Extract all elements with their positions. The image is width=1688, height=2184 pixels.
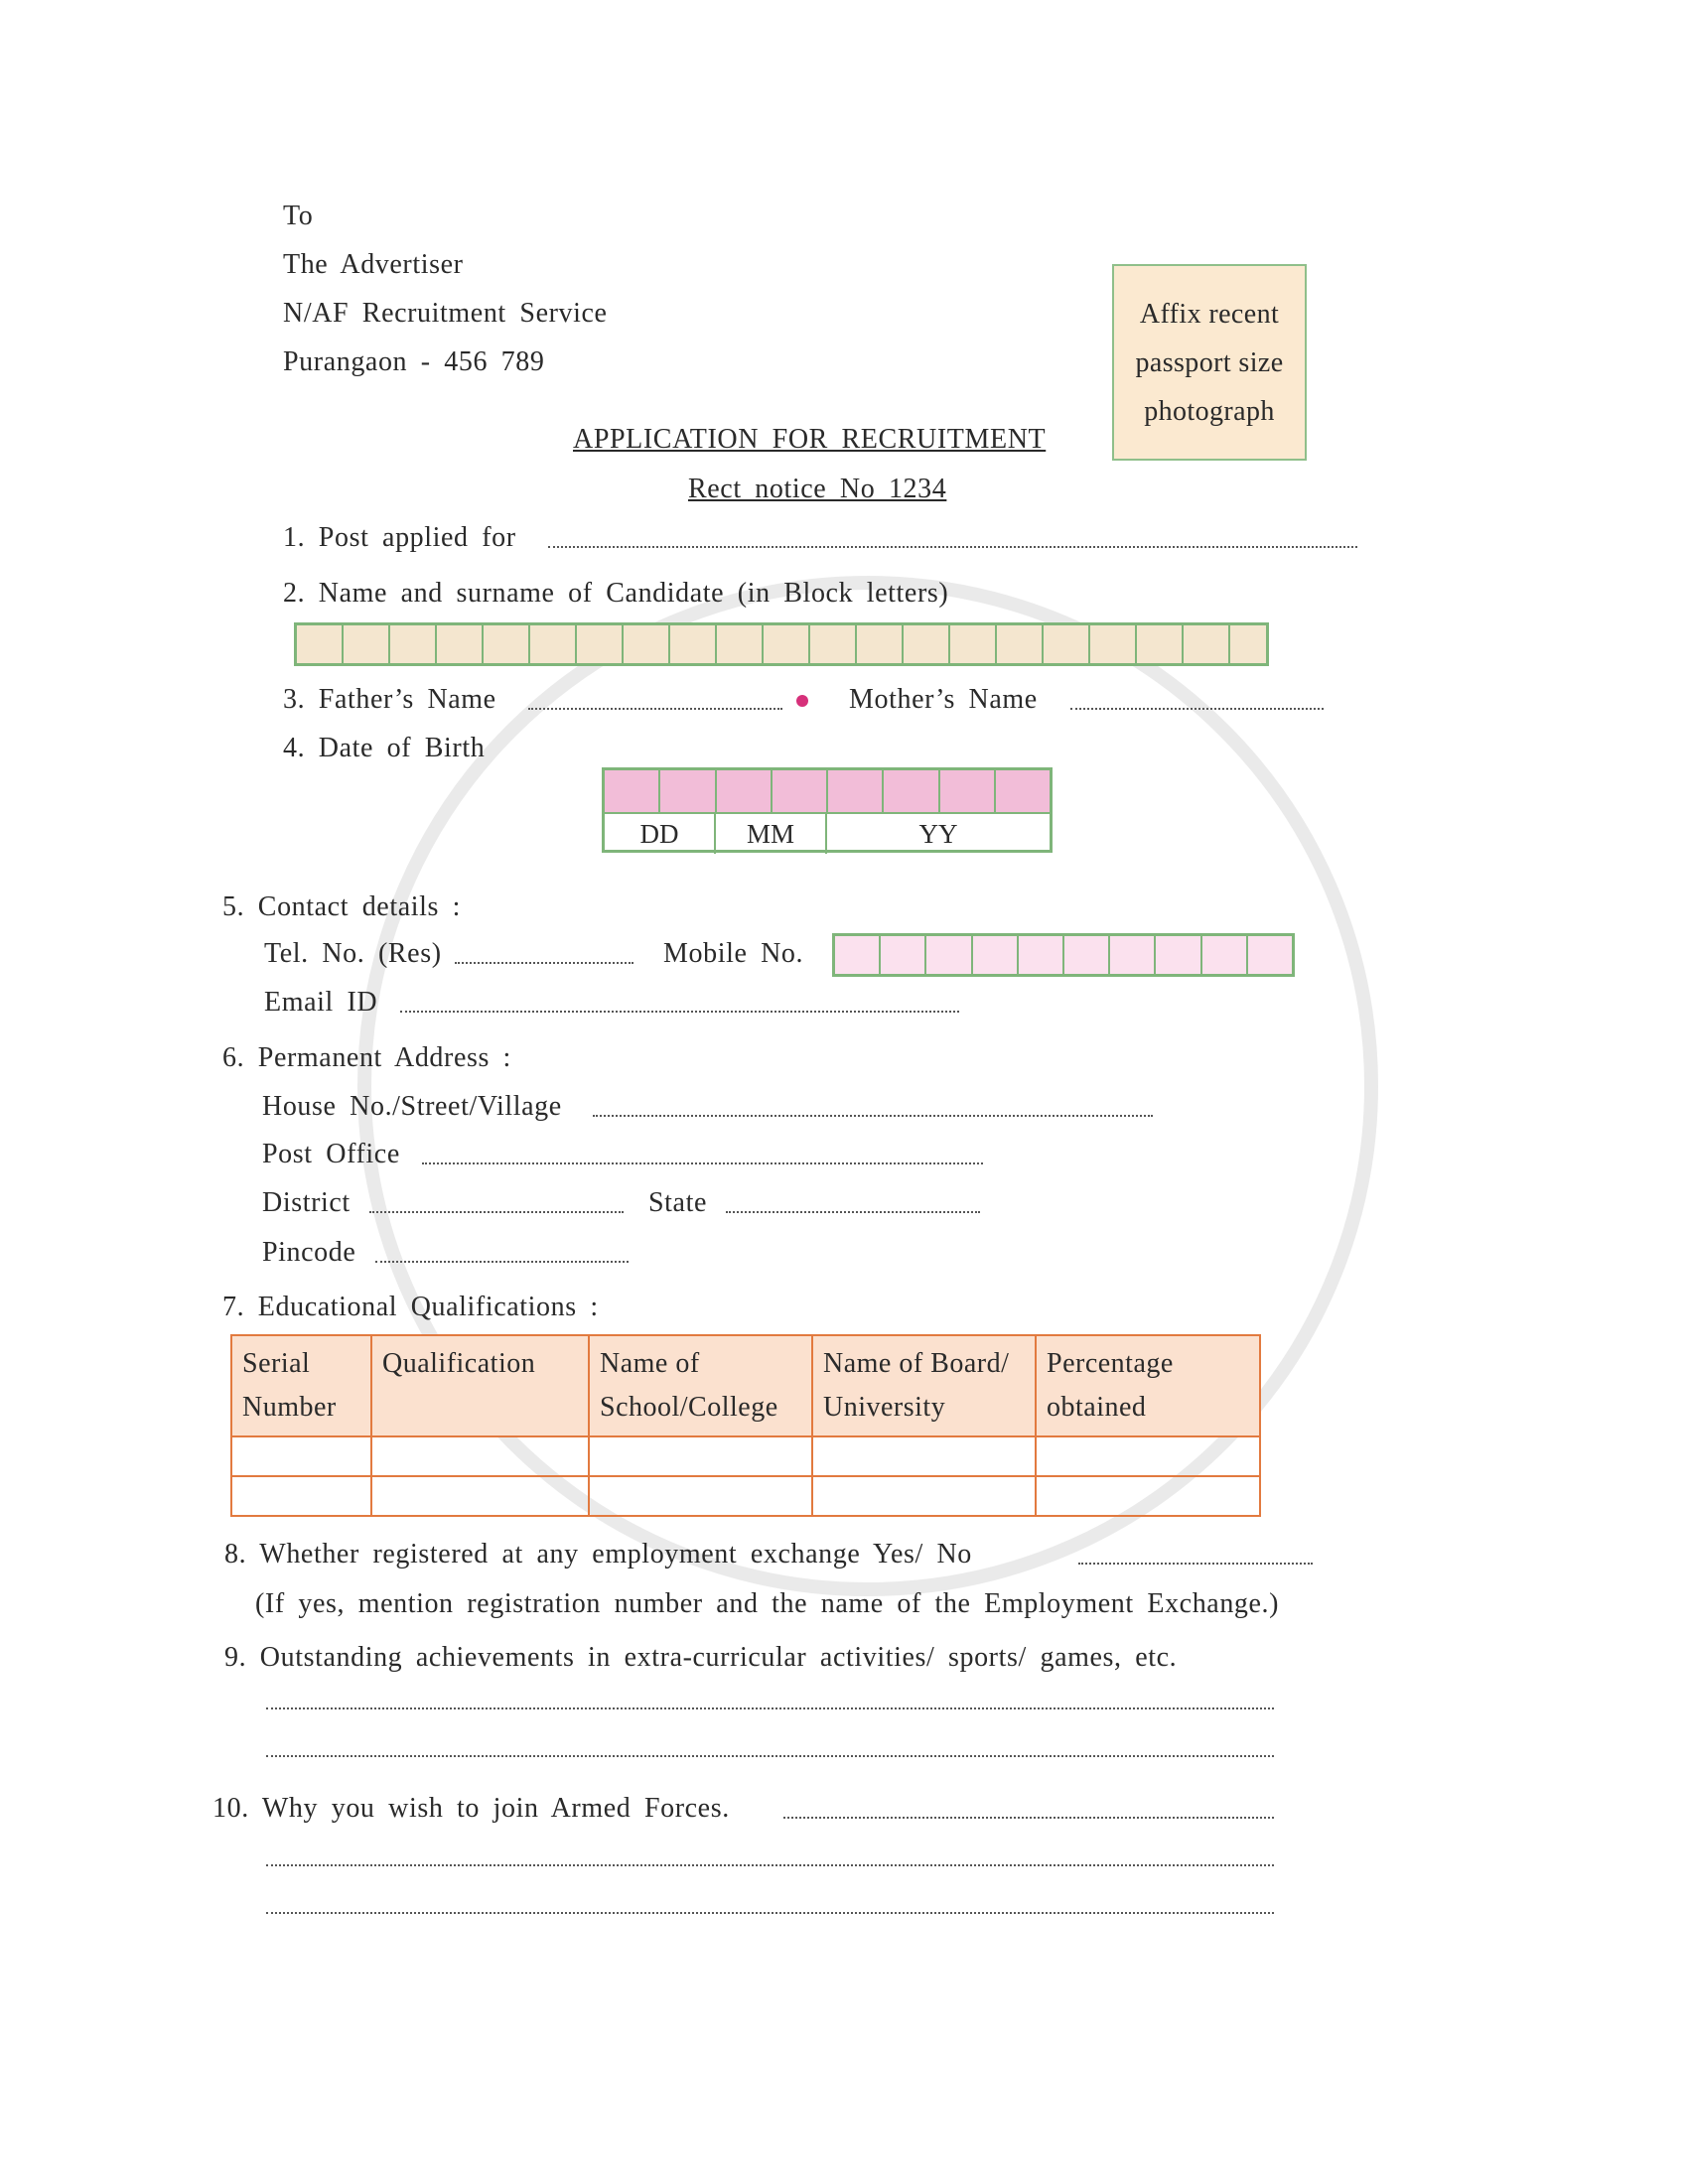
state-label: State xyxy=(648,1187,707,1218)
education-label: 7. Educational Qualifications : xyxy=(222,1292,599,1322)
table-cell[interactable] xyxy=(371,1476,589,1516)
mobile-digit-box[interactable] xyxy=(1019,936,1064,974)
mobile-digit-box[interactable] xyxy=(1110,936,1156,974)
table-row xyxy=(231,1476,1260,1516)
armed-forces-label: 10. Why you wish to join Armed Forces. xyxy=(212,1793,730,1824)
letter-box[interactable] xyxy=(1137,625,1184,663)
letter-box[interactable] xyxy=(670,625,717,663)
post-office-field[interactable] xyxy=(422,1162,983,1164)
address-line2: N/AF Recruitment Service xyxy=(283,298,608,329)
mobile-digit-box[interactable] xyxy=(926,936,972,974)
dob-digit-box[interactable] xyxy=(660,770,716,812)
letter-box[interactable] xyxy=(530,625,577,663)
notice-number: Rect notice No 1234 xyxy=(688,474,947,504)
letter-box[interactable] xyxy=(904,625,950,663)
mobile-digit-box[interactable] xyxy=(1202,936,1248,974)
mother-name-label: Mother’s Name xyxy=(849,684,1038,715)
header-qualification: Qualification xyxy=(371,1335,589,1436)
email-field[interactable] xyxy=(400,1011,959,1013)
dob-digit-box[interactable] xyxy=(717,770,773,812)
header-school-college: Name of School/College xyxy=(589,1335,812,1436)
dob-mm-label: MM xyxy=(716,814,827,854)
achievements-line-2[interactable] xyxy=(266,1755,1274,1757)
achievements-label: 9. Outstanding achievements in extra-curricular activities/ sports/ games, etc. xyxy=(224,1642,1178,1673)
table-cell[interactable] xyxy=(231,1476,371,1516)
education-table xyxy=(230,1334,1261,1517)
pincode-field[interactable] xyxy=(375,1261,629,1263)
letter-box[interactable] xyxy=(624,625,670,663)
dob-digit-box[interactable] xyxy=(773,770,828,812)
letter-box[interactable] xyxy=(344,625,390,663)
district-label: District xyxy=(262,1187,351,1218)
table-cell[interactable] xyxy=(231,1436,371,1476)
father-name-label: 3. Father’s Name xyxy=(283,684,496,715)
armed-forces-line-2[interactable] xyxy=(266,1864,1274,1866)
dob-digit-box[interactable] xyxy=(940,770,996,812)
exchange-note: (If yes, mention registration number and the name of the Employment Exchange.) xyxy=(255,1588,1280,1619)
letter-box[interactable] xyxy=(577,625,624,663)
dob-digit-box[interactable] xyxy=(996,770,1050,812)
photo-box[interactable] xyxy=(1112,264,1307,461)
letter-box[interactable] xyxy=(1230,625,1266,663)
armed-forces-line-3[interactable] xyxy=(266,1912,1274,1914)
name-label: 2. Name and surname of Candidate (in Block letters) xyxy=(283,578,949,609)
letter-box[interactable] xyxy=(764,625,810,663)
mobile-digit-box[interactable] xyxy=(835,936,881,974)
district-field[interactable] xyxy=(369,1211,624,1213)
name-letter-boxes[interactable] xyxy=(294,622,1269,666)
father-name-field[interactable] xyxy=(528,708,782,710)
photo-box-line: passport size xyxy=(1135,347,1284,378)
permanent-address-label: 6. Permanent Address : xyxy=(222,1042,511,1073)
table-cell[interactable] xyxy=(812,1436,1036,1476)
table-cell[interactable] xyxy=(1036,1476,1260,1516)
dob-digit-box[interactable] xyxy=(605,770,660,812)
table-row xyxy=(231,1436,1260,1476)
dob-digit-box[interactable] xyxy=(884,770,939,812)
achievements-line-1[interactable] xyxy=(266,1707,1274,1709)
post-office-label: Post Office xyxy=(262,1139,400,1169)
mobile-label: Mobile No. xyxy=(663,938,804,969)
contact-label: 5. Contact details : xyxy=(222,891,461,922)
mobile-digit-box[interactable] xyxy=(881,936,926,974)
mobile-digit-box[interactable] xyxy=(973,936,1019,974)
armed-forces-field[interactable] xyxy=(783,1817,1274,1819)
pincode-label: Pincode xyxy=(262,1237,356,1268)
dob-boxes[interactable] xyxy=(602,767,1053,853)
table-cell[interactable] xyxy=(1036,1436,1260,1476)
address-line3: Purangaon - 456 789 xyxy=(283,346,545,377)
house-label: House No./Street/Village xyxy=(262,1091,562,1122)
letter-box[interactable] xyxy=(484,625,530,663)
mother-name-field[interactable] xyxy=(1070,708,1324,710)
dob-dd-label: DD xyxy=(605,814,716,854)
post-field[interactable] xyxy=(548,546,1357,548)
dob-digit-box[interactable] xyxy=(828,770,884,812)
letter-box[interactable] xyxy=(997,625,1044,663)
bullet-dot xyxy=(796,695,808,707)
house-field[interactable] xyxy=(593,1115,1153,1117)
letter-box[interactable] xyxy=(1044,625,1090,663)
mobile-digit-boxes[interactable] xyxy=(832,933,1295,977)
post-label: 1. Post applied for xyxy=(283,522,516,553)
letter-box[interactable] xyxy=(810,625,857,663)
tel-field[interactable] xyxy=(455,962,633,964)
letter-box[interactable] xyxy=(1090,625,1137,663)
dob-yy-label: YY xyxy=(918,819,958,849)
tel-label: Tel. No. (Res) xyxy=(264,938,442,969)
form-title: APPLICATION FOR RECRUITMENT xyxy=(573,424,1047,455)
table-cell[interactable] xyxy=(371,1436,589,1476)
address-line1: The Advertiser xyxy=(283,249,464,280)
header-percentage: Percentage obtained xyxy=(1036,1335,1260,1436)
education-header-row xyxy=(231,1335,1260,1436)
table-cell[interactable] xyxy=(812,1476,1036,1516)
letter-box[interactable] xyxy=(950,625,997,663)
photo-box-line: photograph xyxy=(1144,396,1275,427)
state-field[interactable] xyxy=(726,1211,980,1213)
table-cell[interactable] xyxy=(589,1476,812,1516)
email-label: Email ID xyxy=(264,987,378,1018)
table-cell[interactable] xyxy=(589,1436,812,1476)
photo-box-line: Affix recent xyxy=(1139,299,1280,330)
header-serial-number: Serial Number xyxy=(231,1335,371,1436)
mobile-digit-box[interactable] xyxy=(1248,936,1292,974)
letter-box[interactable] xyxy=(717,625,764,663)
letter-box[interactable] xyxy=(297,625,344,663)
mobile-digit-box[interactable] xyxy=(1156,936,1201,974)
dob-label: 4. Date of Birth xyxy=(283,733,486,763)
exchange-label: 8. Whether registered at any employment exchange Yes/ No xyxy=(224,1539,972,1570)
letter-box[interactable] xyxy=(1184,625,1230,663)
exchange-field[interactable] xyxy=(1078,1563,1313,1565)
mobile-digit-box[interactable] xyxy=(1064,936,1110,974)
header-board-university: Name of Board/ University xyxy=(812,1335,1036,1436)
address-to: To xyxy=(283,201,314,231)
letter-box[interactable] xyxy=(857,625,904,663)
letter-box[interactable] xyxy=(437,625,484,663)
letter-box[interactable] xyxy=(390,625,437,663)
